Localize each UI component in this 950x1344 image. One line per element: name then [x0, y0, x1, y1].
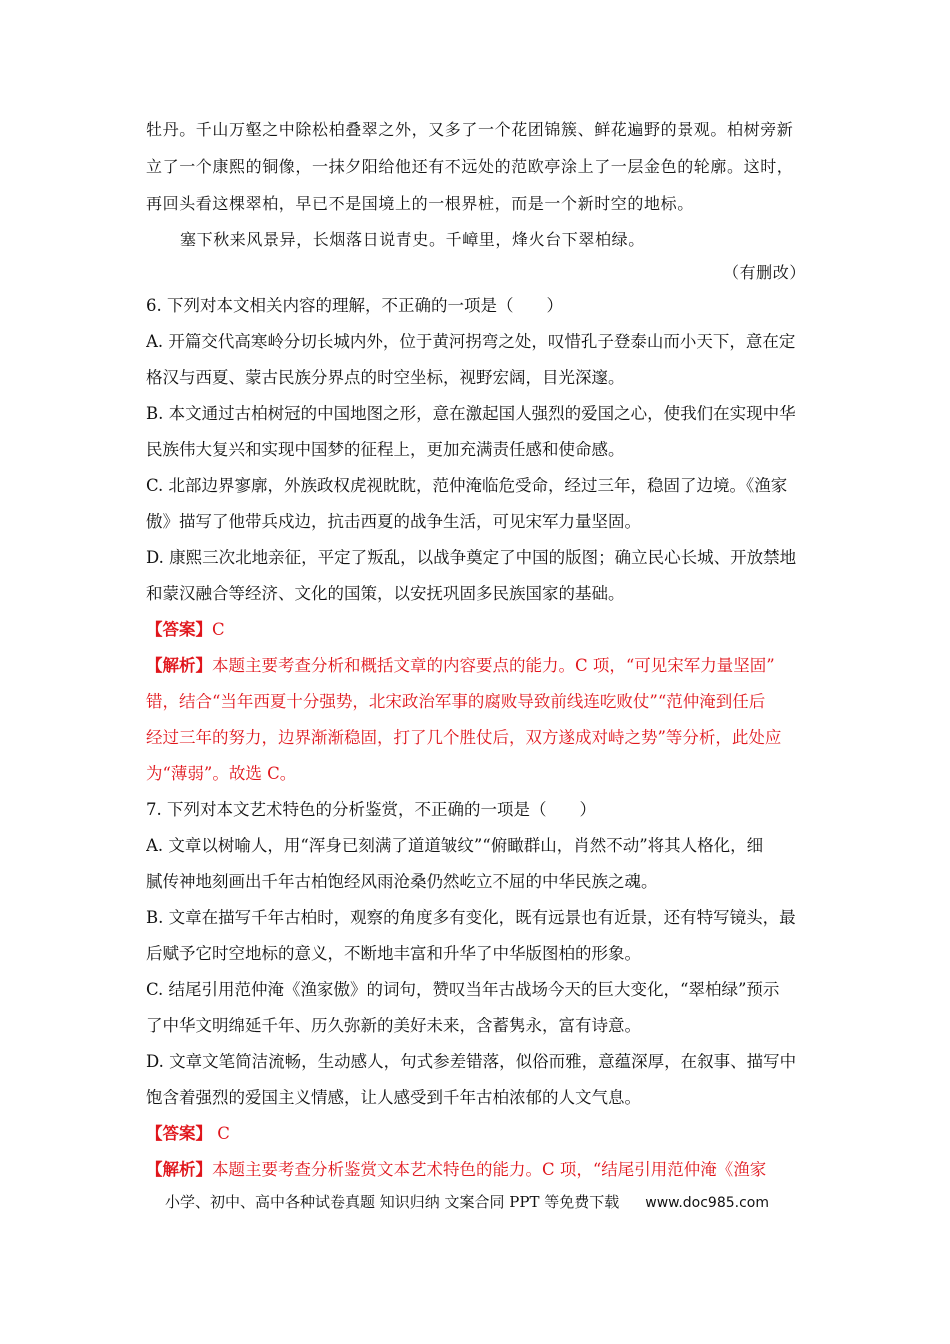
question-6-option-c-cont: 傲》描写了他带兵戍边，抗击西夏的战争生活，可见宋军力量坚固。	[146, 512, 641, 531]
analysis-tag: 【解析】	[146, 1160, 212, 1179]
question-7-option-b: B. 文章在描写千年古柏时，观察的角度多有变化，既有远景也有近景，还有特写镜头，最	[146, 908, 796, 927]
question-7-option-b-cont: 后赋予它时空地标的意义，不断地丰富和升华了中华版图柏的形象。	[146, 944, 641, 963]
passage-line: 牡丹。千山万壑之中除松柏叠翠之外，又多了一个花团锦簇、鲜花遍野的景观。柏树旁新	[146, 120, 794, 139]
passage-line: 再回头看这棵翠柏，早已不是国境上的一根界桩，而是一个新时空的地标。	[146, 194, 694, 213]
question-7-option-a-cont: 腻传神地刻画出千年古柏饱经风雨沧桑仍然屹立不屈的中华民族之魂。	[146, 872, 658, 891]
question-6-option-d-cont: 和蒙汉融合等经济、文化的国策，以安抚巩固多民族国家的基础。	[146, 584, 625, 603]
question-6-option-a: A. 开篇交代高寒岭分切长城内外，位于黄河拐弯之处，叹惜孔子登泰山而小天下，意在定	[146, 332, 796, 351]
analysis-text: 本题主要考查分析鉴赏文本艺术特色的能力。C 项，“结尾引用范仲淹《渔家	[212, 1160, 767, 1179]
question-7-analysis	[146, 1160, 808, 1180]
question-6-analysis	[146, 656, 808, 676]
question-7-stem: 7. 下列对本文艺术特色的分析鉴赏，不正确的一项是（ ）	[146, 800, 596, 819]
passage-poem: 塞下秋来风景异，长烟落日说青史。千嶂里，烽火台下翠柏绿。	[180, 230, 645, 249]
answer-value: C	[212, 620, 225, 639]
question-7-option-c-cont: 了中华文明绵延千年、历久弥新的美好未来，含蓄隽永，富有诗意。	[146, 1016, 641, 1035]
question-6-option-a-cont: 格汉与西夏、蒙古民族分界点的时空坐标，视野宏阔，目光深邃。	[146, 368, 625, 387]
question-6-answer	[146, 620, 808, 640]
question-7-option-a: A. 文章以树喻人，用“浑身已刻满了道道皱纹”“俯瞰群山，肖然不动”将其人格化，细	[146, 836, 764, 855]
passage-line: 立了一个康熙的铜像，一抹夕阳给他还有不远处的范欧亭涂上了一层金色的轮廓。这时，	[146, 157, 794, 176]
page-footer	[165, 1192, 769, 1213]
question-6-analysis-cont: 为“薄弱”。故选 C。	[146, 764, 297, 783]
question-6-option-c: C. 北部边界寥廓，外族政权虎视眈眈，范仲淹临危受命，经过三年，稳固了边境。《渔家	[146, 476, 788, 495]
question-7-option-c: C. 结尾引用范仲淹《渔家傲》的词句，赞叹当年古战场今天的巨大变化，“翠柏绿”预示	[146, 980, 780, 999]
question-6-option-b-cont: 民族伟大复兴和实现中国梦的征程上，更加充满责任感和使命感。	[146, 440, 625, 459]
answer-tag: 【答案】	[146, 1124, 212, 1143]
question-7-option-d-cont: 饱含着强烈的爱国主义情感，让人感受到千年古柏浓郁的人文气息。	[146, 1088, 641, 1107]
question-6-option-b: B. 本文通过古柏树冠的中国地图之形，意在激起国人强烈的爱国之心，使我们在实现中华	[146, 404, 796, 423]
answer-tag: 【答案】	[146, 620, 212, 639]
question-6-option-d: D. 康熙三次北地亲征，平定了叛乱，以战争奠定了中国的版图；确立民心长城、开放禁地	[146, 548, 797, 567]
passage-note: （有删改）	[722, 263, 806, 282]
question-7-option-d: D. 文章文笔简洁流畅，生动感人，句式参差错落，似俗而雅，意蕴深厚，在叙事、描写中	[146, 1052, 797, 1071]
question-7-answer	[146, 1124, 808, 1144]
question-6-analysis-cont: 经过三年的努力，边界渐渐稳固，打了几个胜仗后，双方遂成对峙之势”等分析，此处应	[146, 728, 782, 747]
question-6-stem: 6. 下列对本文相关内容的理解，不正确的一项是（ ）	[146, 296, 563, 315]
analysis-tag: 【解析】	[146, 656, 212, 675]
footer-text: 小学、初中、高中各种试卷真题 知识归纳 文案合同 PPT 等免费下载	[165, 1193, 620, 1211]
answer-value: C	[212, 1124, 230, 1143]
footer-url[interactable]: www.doc985.com	[645, 1195, 770, 1211]
question-6-analysis-cont: 错，结合“当年西夏十分强势，北宋政治军事的腐败导致前线连吃败仗”“范仲淹到任后	[146, 692, 766, 711]
analysis-text: 本题主要考查分析和概括文章的内容要点的能力。C 项，“可见宋军力量坚固”	[212, 656, 775, 675]
